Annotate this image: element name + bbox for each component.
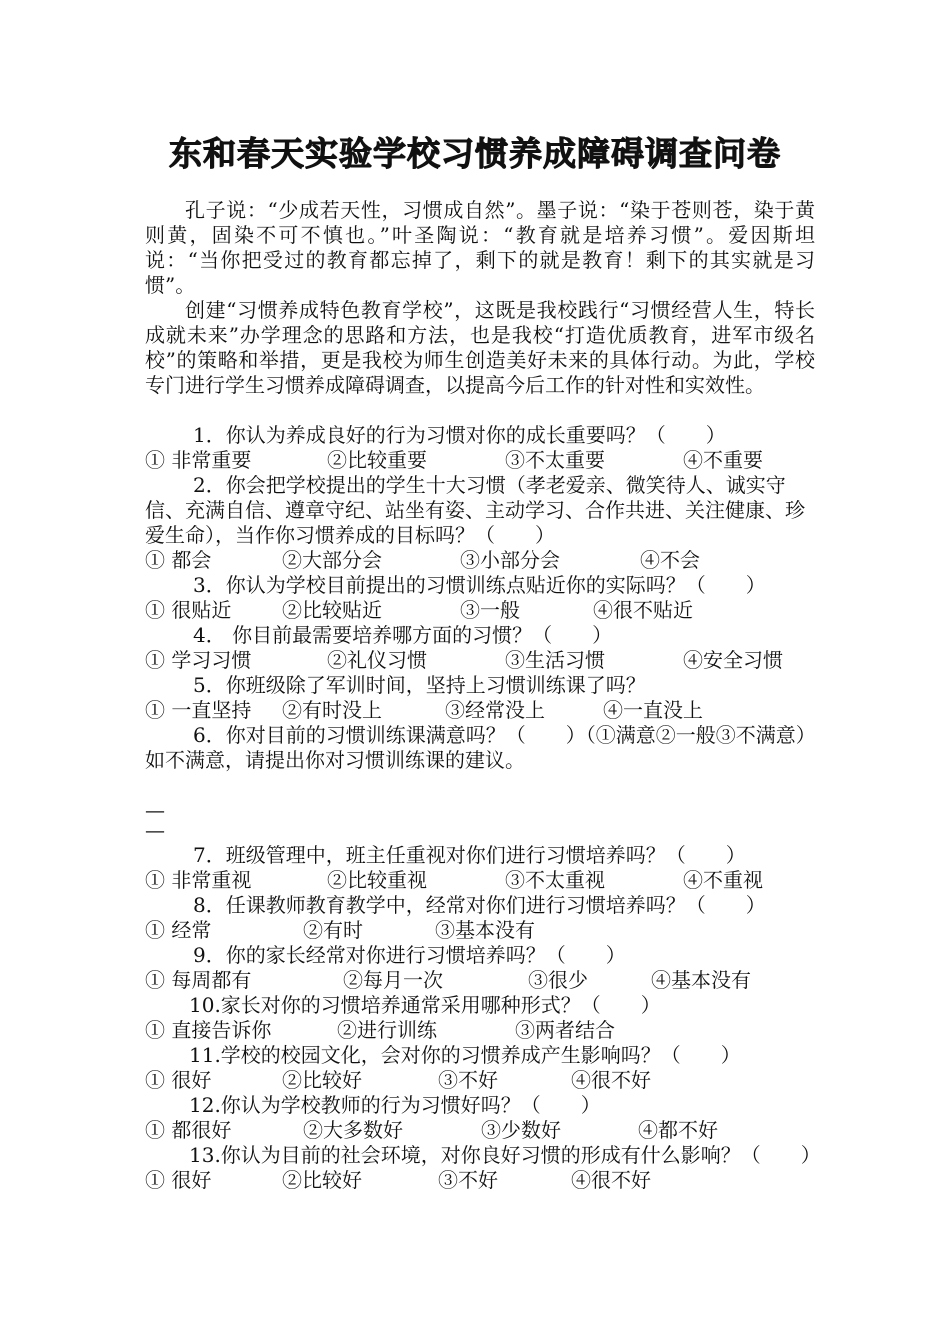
- option[interactable]: ③不好: [438, 1068, 498, 1092]
- option[interactable]: ④不会: [640, 548, 700, 572]
- intro-paragraph-2: 创建“习惯养成特色教育学校”，这既是我校践行“习惯经营人生，特长成就未来”办学理念的思路和方法，也是我校“打造优质教育，进军市级名校”的策略和举措，更是我校为师生创造美好未来的具体行动。为此，学校专门进行学生习惯养成障碍调查，以提高今后工作的针对性和实效性。: [145, 298, 815, 397]
- question-5: 5．你班级除了军训时间，坚持上习惯训练课了吗？: [193, 673, 646, 697]
- options-2: [145, 548, 815, 573]
- option[interactable]: ③不太重要: [505, 448, 605, 472]
- options-4: [145, 648, 815, 673]
- option[interactable]: ④都不好: [638, 1118, 718, 1142]
- question-6: 6．你对目前的习惯训练课满意吗？（ ）（①满意②一般③不满意）如不满意，请提出你对习惯训练课的建议。: [145, 723, 806, 772]
- options-13: [145, 1168, 815, 1193]
- option[interactable]: ③不好: [438, 1168, 498, 1192]
- option[interactable]: ②有时没上: [282, 698, 382, 722]
- answer-line: —: [145, 818, 165, 842]
- question-9: 9．你的家长经常对你进行习惯培养吗？（ ）: [193, 943, 626, 967]
- option[interactable]: ③生活习惯: [505, 648, 605, 672]
- option[interactable]: ④不重要: [683, 448, 763, 472]
- option[interactable]: ① 很好: [145, 1168, 212, 1192]
- options-8: [145, 918, 815, 943]
- option[interactable]: ④一直没上: [603, 698, 703, 722]
- question-list: [145, 423, 821, 1193]
- option[interactable]: ③很少: [528, 968, 588, 992]
- option[interactable]: ③一般: [460, 598, 520, 622]
- question-11: 11.学校的校园文化，会对你的习惯养成产生影响吗？（ ）: [189, 1043, 741, 1067]
- options-1: [145, 448, 815, 473]
- option[interactable]: ③两者结合: [515, 1018, 615, 1042]
- options-7: [145, 868, 815, 893]
- question-3: 3．你认为学校目前提出的习惯训练点贴近你的实际吗？（ ）: [193, 573, 766, 597]
- option[interactable]: ① 很贴近: [145, 598, 232, 622]
- option[interactable]: ④很不贴近: [593, 598, 693, 622]
- option[interactable]: ③不太重视: [505, 868, 605, 892]
- question-4: 4． 你目前最需要培养哪方面的习惯？（ ）: [193, 623, 613, 647]
- option[interactable]: ②比较贴近: [282, 598, 382, 622]
- intro-section: [145, 198, 815, 398]
- option[interactable]: ④安全习惯: [683, 648, 783, 672]
- option[interactable]: ③小部分会: [460, 548, 560, 572]
- option[interactable]: ③少数好: [481, 1118, 561, 1142]
- question-13: 13.你认为目前的社会环境，对你良好习惯的形成有什么影响？（ ）: [189, 1143, 821, 1167]
- option[interactable]: ④基本没有: [651, 968, 751, 992]
- option[interactable]: ① 非常重要: [145, 448, 252, 472]
- option[interactable]: ②大多数好: [303, 1118, 403, 1142]
- options-9: [145, 968, 815, 993]
- option[interactable]: ① 经常: [145, 918, 212, 942]
- page-title: 东和春天实验学校习惯养成障碍调查问卷: [169, 134, 781, 173]
- option[interactable]: ① 非常重视: [145, 868, 252, 892]
- option[interactable]: ④很不好: [571, 1068, 651, 1092]
- options-12: [145, 1118, 815, 1143]
- option[interactable]: ③基本没有: [435, 918, 535, 942]
- question-10: 10.家长对你的习惯培养通常采用哪种形式？（ ）: [189, 993, 661, 1017]
- option[interactable]: ① 都很好: [145, 1118, 232, 1142]
- option[interactable]: ②大部分会: [282, 548, 382, 572]
- option[interactable]: ① 都会: [145, 548, 212, 572]
- option[interactable]: ① 学习习惯: [145, 648, 252, 672]
- options-3: [145, 598, 815, 623]
- option[interactable]: ④很不好: [571, 1168, 651, 1192]
- option[interactable]: ②每月一次: [343, 968, 443, 992]
- option[interactable]: ②有时: [303, 918, 363, 942]
- question-12: 12.你认为学校教师的行为习惯好吗？（ ）: [189, 1093, 601, 1117]
- answer-blank[interactable]: [145, 773, 815, 798]
- option[interactable]: ① 直接告诉你: [145, 1018, 272, 1042]
- option[interactable]: ① 每周都有: [145, 968, 252, 992]
- option[interactable]: ②比较重要: [327, 448, 427, 472]
- question-1: 1．你认为养成良好的行为习惯对你的成长重要吗？（ ）: [193, 423, 726, 447]
- option[interactable]: ②比较好: [282, 1168, 362, 1192]
- option[interactable]: ① 很好: [145, 1068, 212, 1092]
- question-2: 2．你会把学校提出的学生十大习惯（孝老爱亲、微笑待人、诚实守信、充满自信、遵章守纪、站坐有姿、主动学习、合作共进、关注健康、珍爱生命），当作你习惯养成的目标吗？（ ）: [145, 473, 805, 547]
- option[interactable]: ① 一直坚持: [145, 698, 252, 722]
- options-5: [145, 698, 815, 723]
- option[interactable]: ②礼仪习惯: [327, 648, 427, 672]
- options-10: [145, 1018, 815, 1043]
- option[interactable]: ②比较重视: [327, 868, 427, 892]
- answer-line: —: [145, 798, 165, 822]
- option[interactable]: ②比较好: [282, 1068, 362, 1092]
- question-8: 8．任课教师教育教学中，经常对你们进行习惯培养吗？（ ）: [193, 893, 766, 917]
- question-7: 7．班级管理中，班主任重视对你们进行习惯培养吗？（ ）: [193, 843, 746, 867]
- options-11: [145, 1068, 815, 1093]
- option[interactable]: ③经常没上: [445, 698, 545, 722]
- intro-paragraph-1: 孔子说：“少成若天性，习惯成自然”。墨子说：“染于苍则苍，染于黄则黄，固染不可不慎也。”叶圣陶说：“教育就是培养习惯”。爱因斯坦说：“当你把受过的教育都忘掉了，剩下的就是教育！剩下的其实就是习惯”。: [145, 198, 815, 297]
- option[interactable]: ④不重视: [683, 868, 763, 892]
- option[interactable]: ②进行训练: [337, 1018, 437, 1042]
